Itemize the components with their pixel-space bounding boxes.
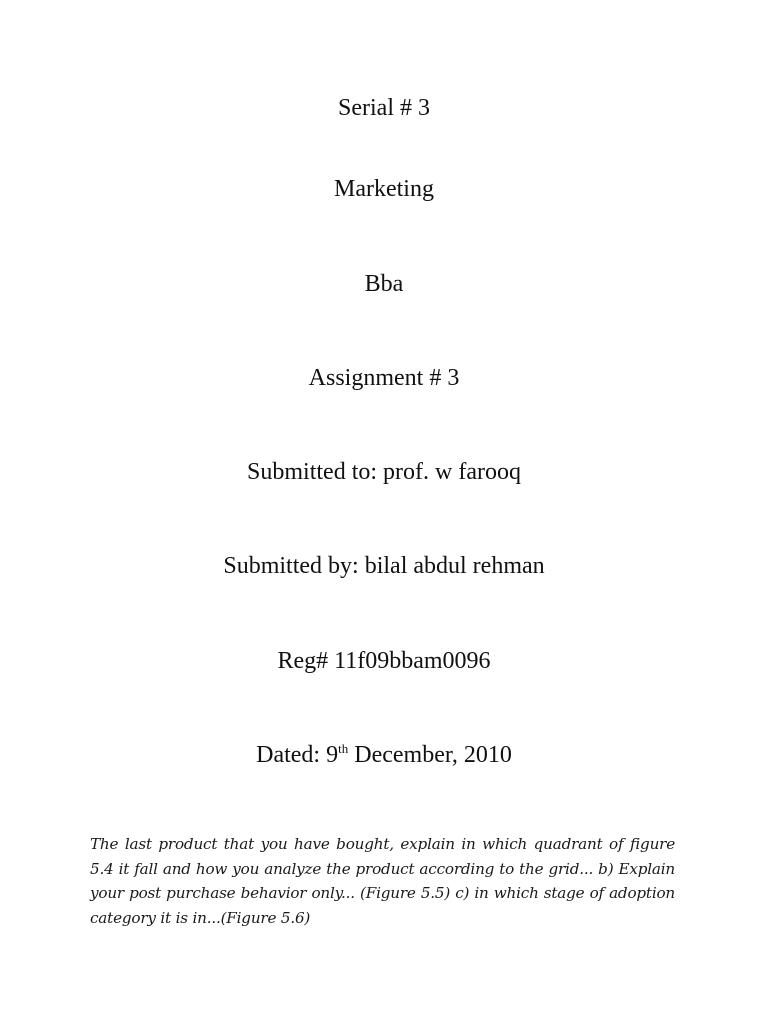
date-superscript: th xyxy=(338,741,349,756)
submitted-to: Submitted to: prof. w farooq xyxy=(247,459,521,485)
date-suffix: December, 2010 xyxy=(348,742,512,768)
assignment-number: Assignment # 3 xyxy=(308,365,460,391)
registration-number: Reg# 11f09bbam0096 xyxy=(277,648,491,674)
assignment-question: The last product that you have bought, explain in which quadrant of figure 5.4 it fall and how you analyze the product according to the grid... b) Explain your post purchase behavior only... (Figure 5.5) c) in which stage of adoption category it is in...(Figure 5.6) xyxy=(90,835,675,927)
date-prefix: Dated: 9 xyxy=(256,742,339,768)
subject-title: Marketing xyxy=(334,176,434,202)
submitted-by: Submitted by: bilal abdul rehman xyxy=(223,553,545,579)
serial-number: Serial # 3 xyxy=(338,95,430,121)
program-name: Bba xyxy=(364,271,404,297)
submission-date xyxy=(0,740,768,770)
